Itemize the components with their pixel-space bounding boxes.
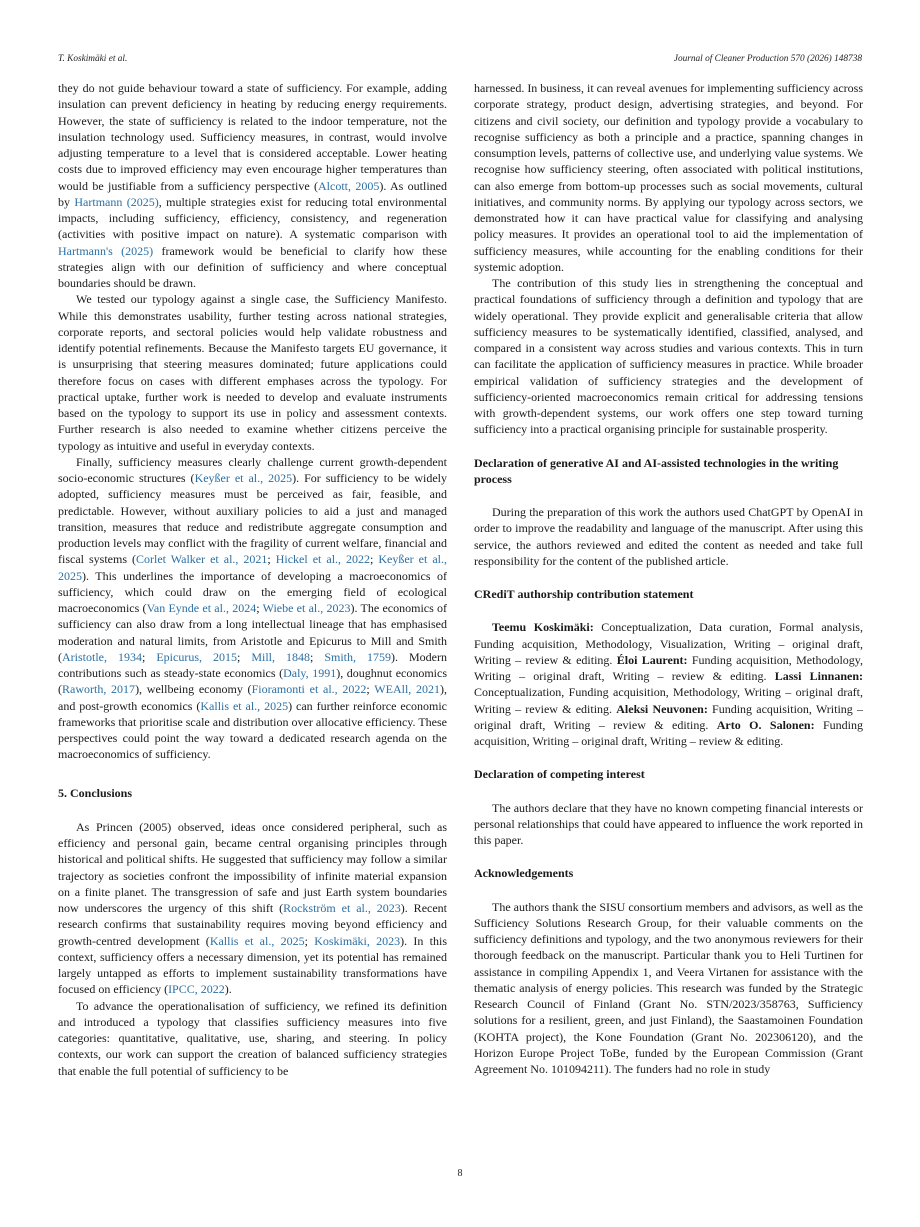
paragraph-applications: harnessed. In business, it can reveal avenues for implementing sufficiency across corporate strategy, product design, advertising strategies, and beyond. For citizens and civil society, our definition and typology provide a vocabulary to recognise sufficiency as both a principle and a practice, spanning changes in consumption levels, patterns of collective use, and underlying value systems. We recognise how sufficiency steering, often associated with political institutions, can also emerge from bottom-up processes such as social movements, cultural initiatives, and community norms. By applying our typology across sectors, we demonstrated how it can have practical value for classifying and analysing policy measures. It provides an operational tool to aid the implementation of sufficiency measures, while accounting for the enabling conditions for their systemic adoption. (474, 81, 863, 274)
author-roles: Funding acquisition, Methodology, Writing – original draft, Writing – review & editing. (474, 652, 863, 683)
citation-link[interactable]: Kallis et al., 2025 (200, 698, 289, 713)
paragraph-competing-interest: The authors declare that they have no known competing financial interests or personal relationships that could have appeared to influence the work reported in this paper. (474, 800, 863, 847)
citation-link[interactable]: Epicurus, 2015 (156, 649, 237, 664)
paragraph-ai-declaration: During the preparation of this work the authors used ChatGPT by OpenAI in order to improve the readability and language of the manuscript. After using this service, the authors reviewed and edited the content as needed and take full responsibility for the content of the published article. (474, 505, 863, 568)
section-heading-conclusions: 5. Conclusions (58, 785, 133, 800)
text-run: ), doughnut economics ( (58, 666, 448, 697)
citation-link[interactable]: Daly, 1991 (283, 666, 337, 680)
citation-link[interactable]: Smith, 1759 (324, 649, 391, 664)
citation-link[interactable]: IPCC, 2022 (168, 982, 225, 997)
citation-link[interactable]: Keyßer et al., 2025 (58, 552, 447, 583)
text-run: ) can further reinforce economic frameworks that prioritise scale and distribution over allocative efficiency. These perspectives could point the way toward a dedicated research agenda on the macroeconomics of sufficiency. (58, 698, 448, 762)
author-roles: Funding acquisition, Writing – original draft, Writing – review & editing. (474, 701, 864, 732)
author-name: Teemu Koskimäki: (492, 620, 594, 635)
paragraph-typology-testing: We tested our typology against a single case, the Sufficiency Manifesto. While this demonstrates usability, further testing across national strategies, corporate reports, and sectoral policies would help validate robustness and identify potential refinements. Because the Manifesto targets EU governance, it is unsurprising that steering measures dominated; future applications could therefore focus on cases with different emphases across the typology. For practical uptake, further work is needed to develop and evaluate instruments based on the typology to support its use in policy and assessment contexts. Further research is also needed to examine whether citizens perceive the typology as intuitive and useful in everyday contexts. (58, 292, 447, 453)
text-run: ; (370, 552, 379, 567)
text-run: ; (304, 933, 315, 948)
author-name: Aleksi Neuvonen: (616, 701, 708, 716)
citation-link[interactable]: Fioramonti et al., 2022 (251, 682, 367, 697)
citation-link[interactable]: Hickel et al., 2022 (275, 552, 371, 567)
paragraph-credit-statement (474, 619, 863, 749)
text-run: ; (256, 601, 263, 615)
section-heading-competing-interest: Declaration of competing interest (474, 767, 645, 782)
author-name: Arto O. Salonen: (716, 717, 815, 732)
text-run: ; (267, 552, 276, 567)
citation-link[interactable]: Hartmann (2025) (74, 194, 159, 209)
citation-link[interactable]: Rockström et al., 2023 (283, 901, 401, 915)
paragraph-acknowledgements: The authors thank the SISU consortium members and advisors, as well as the Sufficiency Solutions Research Group, for their valuable comments on the sufficiency definitions and typology, and the two anonymous reviewers for their thorough feedback on the manuscript. Particular thank you to Heli Turtinen for assistance in compiling Appendix 1, and Veera Virtanen for assistance with the thematic analysis of energy policies. This research was funded by the Strategic Research Council of Finland (Grant No. STN/2023/358763, Sufficiency solutions for a resilient, green, and just Finland), the Saastamoinen Foundation (KOHTA project), the Kone Foundation (Grant No. 202306120), and the Horizon Europe Project ToBe, funded by the European Commission (Grant Agreement No. 101094211). The funders had no role in study (474, 899, 863, 1076)
citation-link[interactable]: Aristotle, 1934 (62, 649, 142, 664)
author-roles: Conceptualization, Funding acquisition, Methodology, Writing – original draft, Writing – review & editing. (474, 685, 863, 716)
text-run: , multiple strategies exist for reducing total environmental impacts, including sufficiency, efficiency, consistency, and regeneration (activities with positive impact on nature). A systematic comparison with (58, 194, 448, 242)
citation-link[interactable]: Raworth, 2017 (62, 682, 136, 697)
section-heading-acknowledgements: Acknowledgements (474, 866, 574, 881)
text-run: ). As outlined by (58, 178, 448, 209)
citation-link[interactable]: WEAll, 2021 (374, 682, 441, 697)
paragraph-conclusions-intro (58, 819, 447, 998)
text-run: Finally, sufficiency measures clearly challenge current growth-dependent socio-economic structures ( (58, 454, 447, 485)
text-run: ). Modern contributions such as steady-state economics ( (58, 649, 447, 680)
section-heading-ai-declaration: Declaration of generative AI and AI-assisted technologies in the writing process (474, 455, 839, 486)
page-number: 8 (457, 1168, 463, 1179)
text-run: ; (142, 649, 157, 664)
author-name: Lassi Linnanen: (774, 669, 863, 683)
text-run: ; (366, 682, 375, 697)
citation-link[interactable]: Kallis et al., 2025 (209, 933, 305, 948)
text-run: ; (309, 649, 325, 664)
citation-link[interactable]: Wiebe et al., 2023 (262, 601, 351, 615)
running-head (58, 54, 862, 68)
paragraph-operationalisation: To advance the operationalisation of sufficiency, we refined its definition and introduced a typology that classifies sufficiency measures into five categories: quantitative, qualitative, use, sharing, and steering. In policy contexts, our work can support the creation of balanced sufficiency strategies that enable the full potential of sufficiency to be (58, 998, 447, 1078)
text-run: ). Recent research confirms that sustainability requires moving beyond efficiency and growth-centred development ( (58, 901, 447, 948)
running-head-authors: T. Koskimäki et al. (58, 54, 128, 64)
author-roles: Funding acquisition, Writing – original draft, Writing – review & editing. (474, 717, 863, 748)
author-name: Éloi Laurent: (616, 652, 688, 667)
left-column (58, 80, 447, 1079)
text-run: ). (224, 982, 232, 997)
text-run: ). For sufficiency to be widely adopted, sufficiency measures must be perceived as fair, feasible, and predictable. However, without auxiliary policies to aid a just and managed transition, measures that reduce and redistribute aggregate consumption and production levels may conflict with the fragility of current welfare, financial and fiscal systems ( (58, 471, 448, 567)
section-heading-credit: CRediT authorship contribution statement (474, 587, 694, 601)
text-run: As Princen (2005) observed, ideas once considered peripheral, such as efficiency and personal gain, became central organising principles through historical and political shifts. He suggested that sufficiency may follow a similar trajectory as societies confront the impossibility of infinite material expansion on a finite planet. The transgression of safe and just Earth system boundaries now underscores the urgency of this shift ( (58, 819, 447, 915)
text-run: ), wellbeing economy ( (135, 682, 252, 697)
citation-link[interactable]: Koskimäki, 2023 (314, 933, 401, 948)
text-run: ). This underlines the importance of developing a macroeconomics of sufficiency, which could draw on the emerging field of ecological macroeconomics ( (58, 568, 447, 615)
paragraph-contribution: The contribution of this study lies in strengthening the conceptual and practical foundations of sufficiency through a definition and typology that are widely operational. They provide explicit and generalisable criteria that allow sufficiency measures to be systematically identified, classified, analysed, and compared in a consistent way across studies and various contexts. This in turn can facilitate the application of sufficiency measures in practice. While broader empirical validation of sufficiency strategies and the development of sufficiency-oriented macroeconomics remain critical for addressing tensions with growth-dependent systems, our work offers one step toward turning sufficiency into a practical organising principle for sustainable prosperity. (474, 276, 863, 437)
citation-link[interactable]: Alcott, 2005 (318, 178, 380, 193)
paragraph-efficiency-vs-sufficiency (58, 80, 447, 291)
running-head-journal: Journal of Cleaner Production 570 (2026) 148738 (673, 54, 862, 64)
text-run: ; (236, 649, 252, 664)
author-roles: Conceptualization, Data curation, Formal analysis, Funding acquisition, Methodology, Visualization, Writing – original draft, Writing – review & editing. (474, 620, 863, 667)
text-run: ). The economics of sufficiency can also draw from a long intellectual lineage that has emphasised moderation and natural limits, from Aristotle and Epicurus to Mill and Smith ( (58, 601, 448, 664)
text-run: ). In this context, sufficiency offers a necessary dimension, yet its potential has remained largely untapped as efforts to implement sustainability transformations have focused on efficiency ( (58, 933, 447, 997)
citation-link[interactable]: Hartmann's (2025) (58, 243, 154, 258)
text-run: they do not guide behaviour toward a state of sufficiency. For example, adding insulation can prevent deficiency in heating by reducing energy requirements. However, the state of sufficiency is related to the indoor temperature, not the insulation technology used. Sufficiency measures, in contrast, would involve adjusting temperature to a level that is considered acceptable. Lower heating costs due to improved efficiency may even encourage higher temperatures than would be justifiable from a sufficiency perspective ( (58, 81, 447, 193)
right-column (474, 80, 863, 1077)
citation-link[interactable]: Mill, 1848 (251, 649, 310, 664)
citation-link[interactable]: Van Eynde et al., 2024 (146, 601, 257, 615)
text-run: ), and post-growth economics ( (58, 682, 448, 713)
citation-link[interactable]: Keyßer et al., 2025 (194, 471, 293, 485)
citation-link[interactable]: Corlet Walker et al., 2021 (135, 552, 268, 567)
text-run: framework would be beneficial to clarify how these strategies align with our definition of sufficiency and where conceptual boundaries should be drawn. (58, 243, 447, 290)
paragraph-macroeconomics (58, 454, 447, 763)
